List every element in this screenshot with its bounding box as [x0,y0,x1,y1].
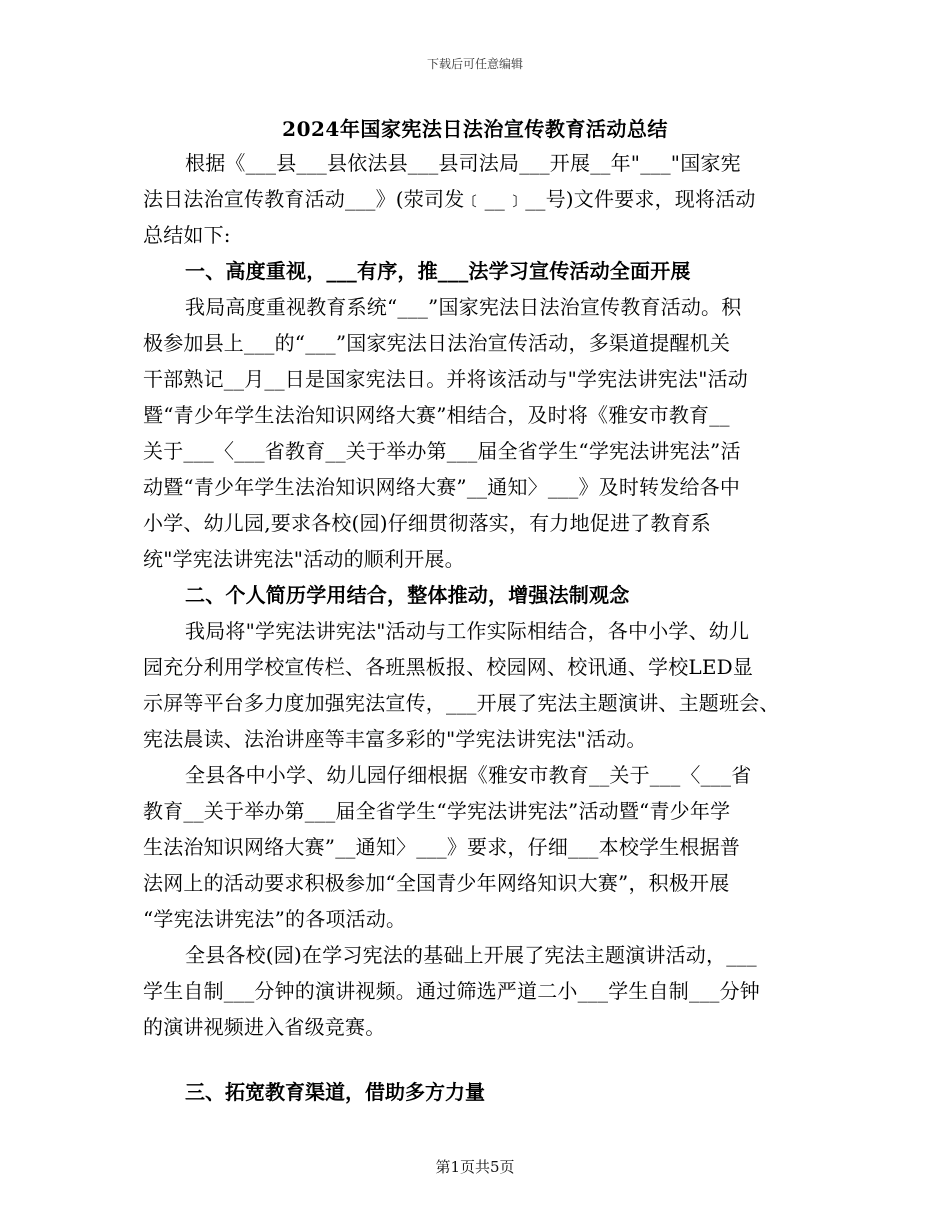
body-line: 暨“青少年学生法治知识网络大赛”相结合，及时将《雅安市教育__ [143,403,730,427]
page-footer: 第1页共5页 [435,1158,515,1176]
document-title: 2024年国家宪法日法治宣传教育活动总结 [282,117,668,141]
body-line: 的演讲视频进入省级竞赛。 [143,1015,386,1039]
section-heading-2: 二、个人简历学用结合，整体推动，增强法制观念 [185,583,630,607]
body-line: 根据《___县___县依法县___县司法局___开展__年"___"国家宪 [185,151,741,175]
section-heading-1: 一、高度重视，___有序，推___法学习宣传活动全面开展 [185,259,691,283]
body-line: 示屏等平台多力度加强宪法宣传，___开展了宪法主题演讲、主题班会、 [143,691,780,715]
body-line: 我局高度重视教育系统“___”国家宪法日法治宣传教育活动。积 [185,295,742,319]
body-line: 全县各中小学、幼儿园仔细根据《雅安市教育__关于___〈___省 [185,763,752,787]
body-line: 我局将"学宪法讲宪法"活动与工作实际相结合，各中小学、幼儿 [185,619,750,643]
body-line: 法网上的活动要求积极参加“全国青少年网络知识大赛”，积极开展 [143,871,730,895]
body-line: 极参加县上___的“___”国家宪法日法治宣传活动，多渠道提醒机关 [143,331,731,355]
body-line: 法日法治宣传教育活动___》(荥司发﹝__﹞__号)文件要求，现将活动 [143,187,756,211]
section-heading-3: 三、拓宽教育渠道，借助多方力量 [185,1080,485,1104]
body-line: 动暨“青少年学生法治知识网络大赛”__通知〉___》及时转发给各中 [143,475,741,499]
document-body [143,145,809,1045]
body-line: 生法治知识网络大赛”__通知〉___》要求，仔细___本校学生根据普 [143,835,741,859]
body-line: 宪法晨读、法治讲座等丰富多彩的"学宪法讲宪法"活动。 [143,727,647,751]
body-line: 园充分利用学校宣传栏、各班黑板报、校园网、校讯通、学校LED显 [143,655,754,679]
body-line: 全县各校(园)在学习宪法的基础上开展了宪法主题演讲活动，___ [185,943,757,967]
body-line: 关于___〈___省教育__关于举办第___届全省学生“学宪法讲宪法”活 [143,439,741,463]
body-line: 总结如下: [143,223,231,247]
header-note: 下载后可任意编辑 [426,57,523,71]
body-line: “学宪法讲宪法”的各项活动。 [143,907,407,931]
body-line: 教育__关于举办第___届全省学生“学宪法讲宪法”活动暨“青少年学 [143,799,731,823]
body-line: 干部熟记__月__日是国家宪法日。并将该活动与"学宪法讲宪法"活动 [143,367,748,391]
body-line: 学生自制___分钟的演讲视频。通过筛选严道二小___学生自制___分钟 [143,979,760,1003]
body-line: 统"学宪法讲宪法"活动的顺利开展。 [143,547,465,571]
body-line: 小学、幼儿园,要求各校(园)仔细贯彻落实，有力地促进了教育系 [143,511,711,535]
